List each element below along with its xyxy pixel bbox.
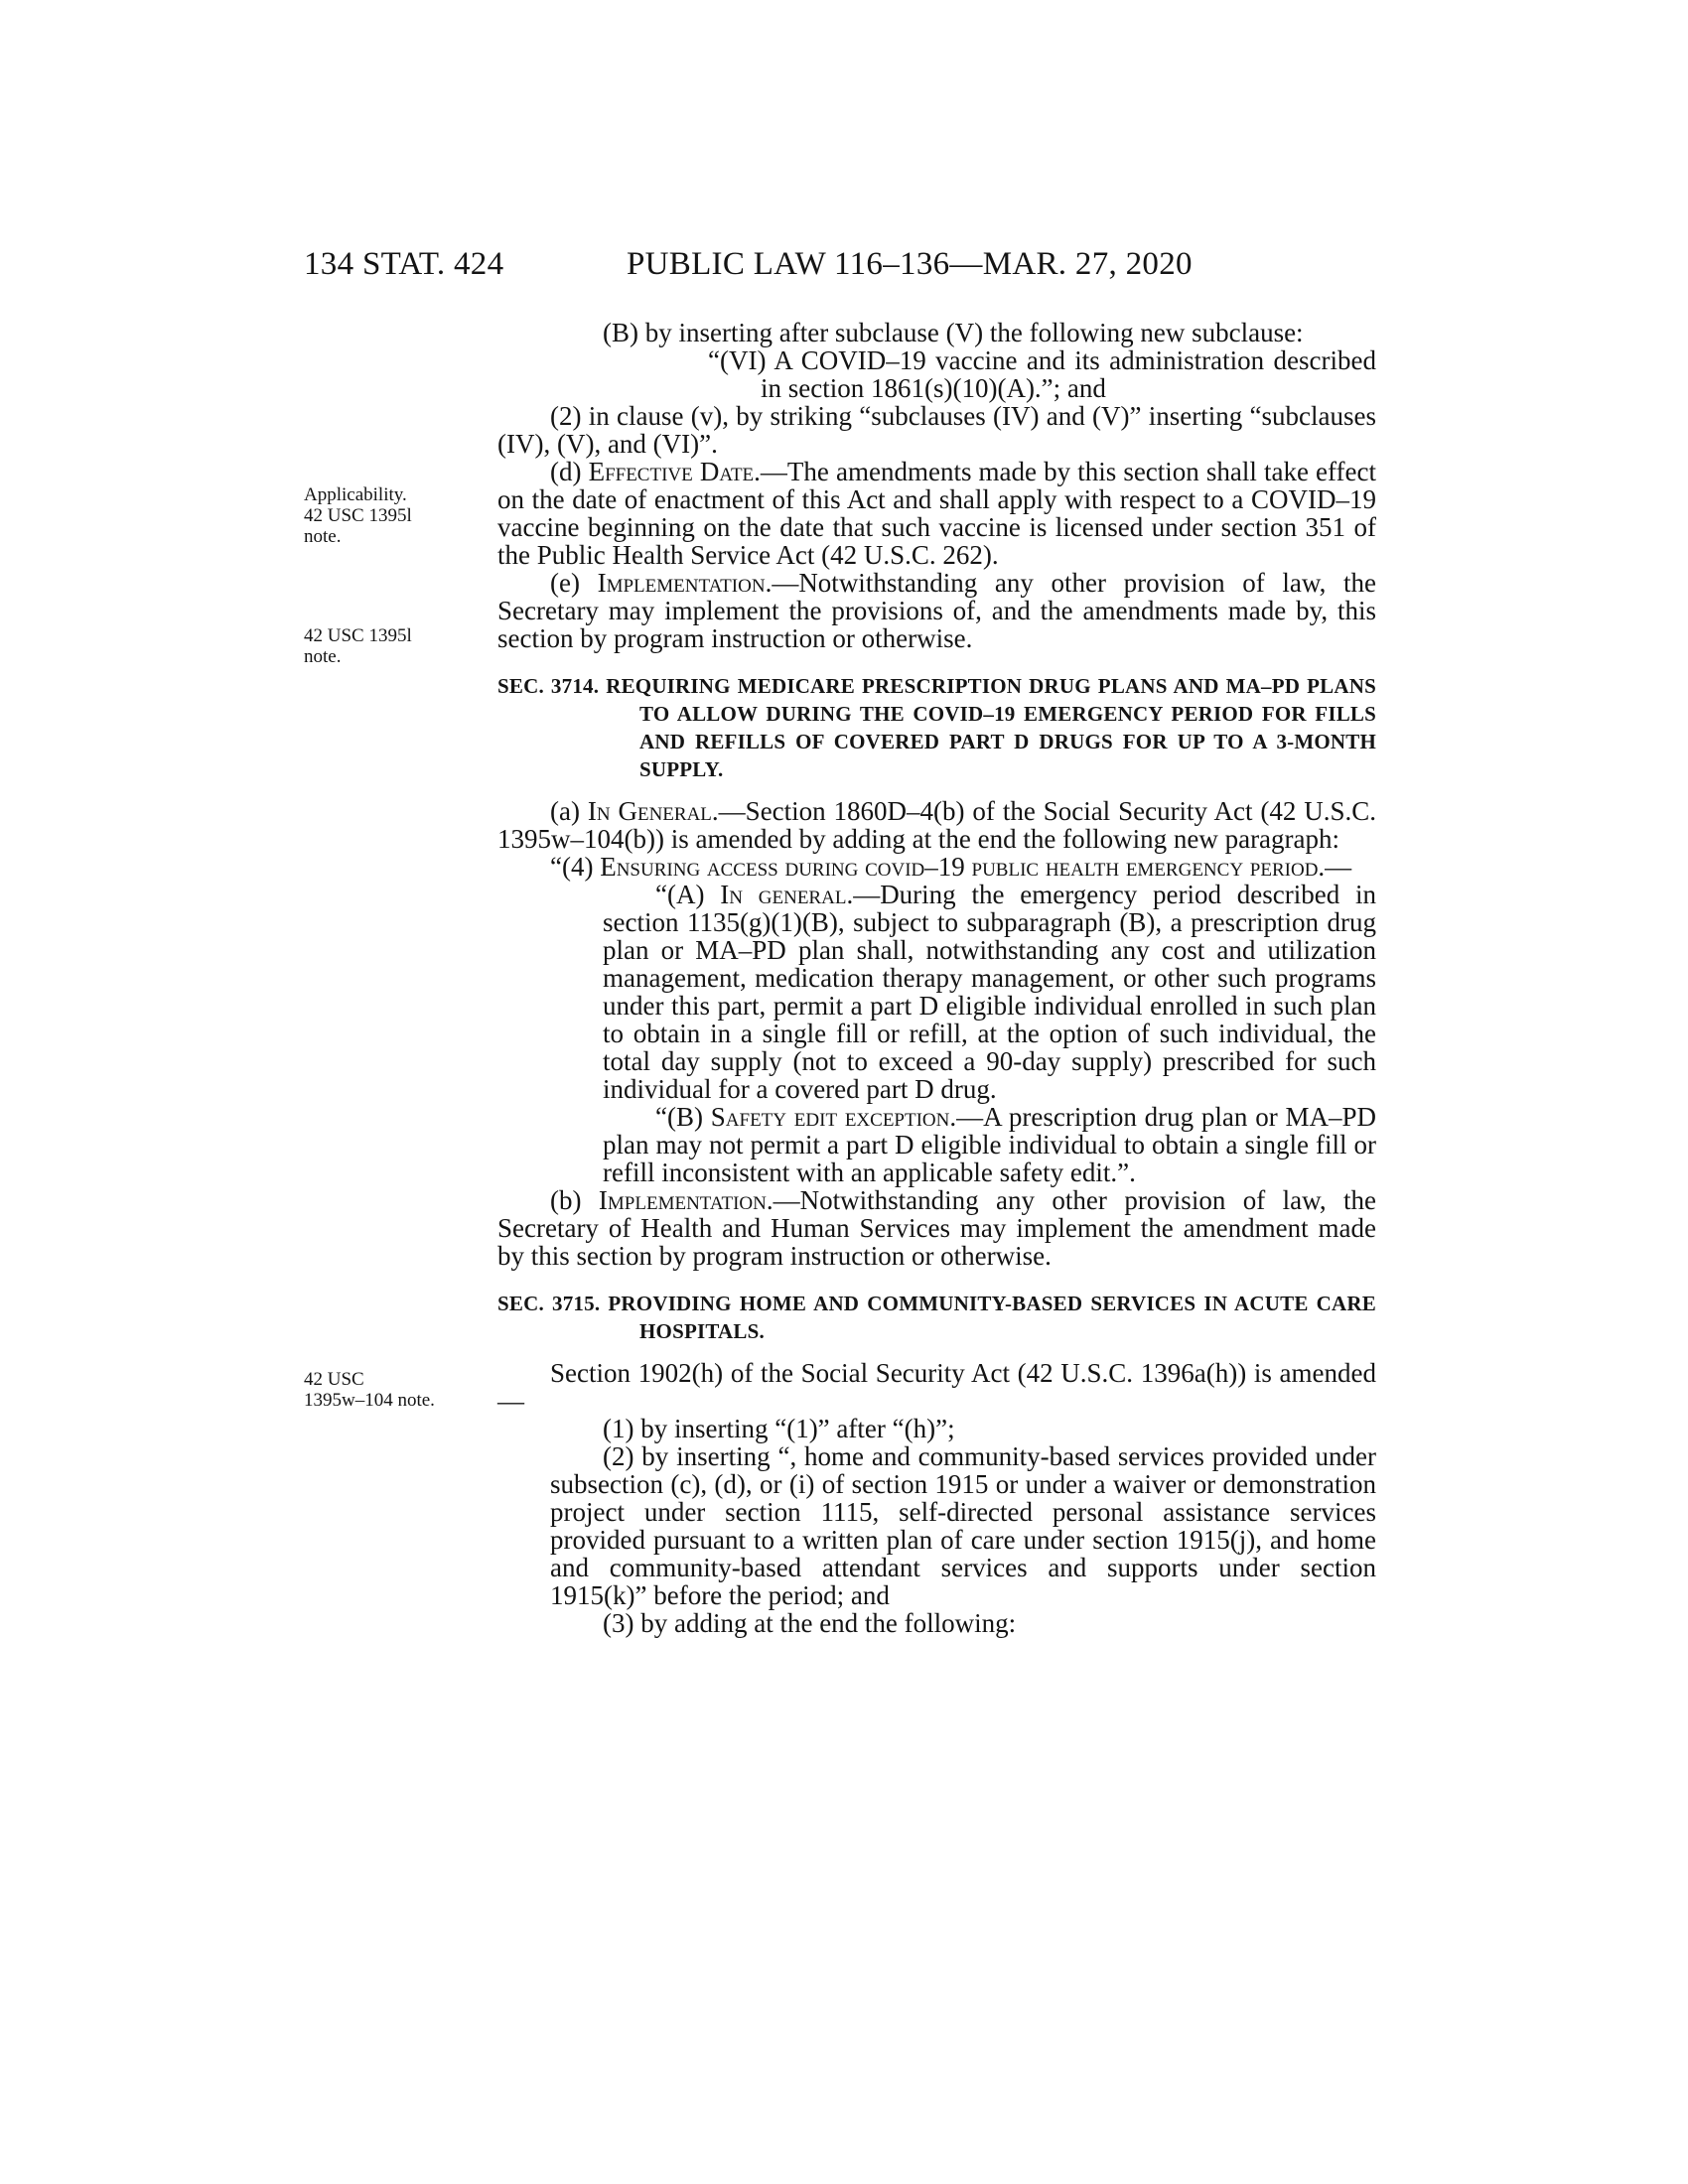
margin-note-line: 1395w–104 note. [304, 1390, 435, 1411]
subparagraph-B [550, 1103, 1376, 1186]
subparagraph-B-heading: Safety edit exception [710, 1102, 950, 1132]
subsection-e-label: (e) [550, 568, 598, 598]
margin-note-line: Applicability. [304, 484, 407, 505]
subsection-e-heading: Implementation [597, 568, 766, 598]
subsection-d-heading: Effective Date [588, 457, 755, 486]
paragraph-4-tail: .— [1318, 852, 1352, 882]
margin-note-line: 42 USC 1395l [304, 505, 412, 526]
subparagraph-A-text: .—During the emergency period described in section 1135(g)(1)(B), subject to subparagraph (B), a prescription drug plan or MA–PD plan shall, notwithstanding any cost and utilization management, medication therapy management, or other such programs under this part, permit a part D eligible individual enrolled in such plan to obtain in a single fill or refill, at the option of such individual, the total day supply (not to exceed a 90-day supply) prescribed for such individual for a covered part D drug. [603, 880, 1376, 1104]
subparagraph-A-heading: In general [720, 880, 847, 909]
section-3715-item-2: (2) by inserting “, home and community-based services provided under subsection (c), (d), or (i) of section 1915 or under a waiver or demonstration project under section 1115, self-directed personal assistance services provided pursuant to a written plan of care under section 1915(j), and home and community-based attendant services and supports under section 1915(k)” before the period; and [550, 1441, 1376, 1610]
paragraph-b-insert: (B) by inserting after subclause (V) the following new subclause: [603, 318, 1304, 347]
subsection-d-label: (d) [550, 457, 589, 486]
paragraph-4-heading: Ensuring access during covid–19 public health emergency period [600, 852, 1319, 882]
subsection-e-text: .—Notwithstanding any other provision of law, the Secretary may implement the provisions of, and the amendments made by, this section by program instruction or otherwise. [497, 568, 1376, 653]
margin-note-implementation-b [304, 1369, 435, 1411]
subsection-d [497, 458, 1376, 569]
margin-note-line: 42 USC 1395l [304, 625, 412, 646]
subparagraph-B-label: “(B) [655, 1102, 711, 1132]
subparagraph-B-text: .—A prescription drug plan or MA–PD plan may not permit a part D eligible individual to obtain a single fill or refill inconsistent with an applicable safety edit.”. [603, 1102, 1376, 1187]
page-title: PUBLIC LAW 116–136—MAR. 27, 2020 [627, 246, 1193, 282]
section-3715-item-3: (3) by adding at the end the following: [603, 1608, 1017, 1638]
margin-note-applicability [304, 484, 412, 547]
paragraph-4 [550, 853, 1376, 881]
section-3715-heading: SEC. 3715. PROVIDING HOME AND COMMUNITY-BASED SERVICES IN ACUTE CARE HOSPITALS. [497, 1292, 1376, 1343]
section-3714-b-heading: Implementation [598, 1185, 767, 1215]
section-3715-item-1: (1) by inserting “(1)” after “(h)”; [603, 1414, 955, 1443]
paragraph-clause-v: (2) in clause (v), by striking “subclauses (IV) and (V)” inserting “subclauses (IV), (V), and (VI)”. [497, 401, 1376, 459]
quoted-subclause-vi: “(VI) A COVID–19 vaccine and its administration described in section 1861(s)(10)(A).”; and [708, 345, 1376, 403]
page-stat-citation: 134 STAT. 424 [304, 246, 504, 282]
document-body [497, 319, 1376, 1637]
section-3714-a-text: .—Section 1860D–4(b) of the Social Security Act (42 U.S.C. 1395w–104(b)) is amended by adding at the end the following new paragraph: [497, 796, 1377, 854]
section-3714-b-text: .—Notwithstanding any other provision of law, the Secretary of Health and Human Services may implement the amendment made by this section by program instruction or otherwise. [497, 1185, 1377, 1271]
section-3714-b-label: (b) [550, 1185, 599, 1215]
section-3714-a [497, 797, 1376, 853]
subsection-e [497, 569, 1376, 652]
margin-note-line: 42 USC [304, 1369, 364, 1390]
paragraph-4-label: “(4) [550, 852, 601, 882]
subparagraph-A [550, 881, 1376, 1103]
section-3714-a-label: (a) [550, 796, 588, 826]
section-3714-a-heading: In General [587, 796, 712, 826]
subsection-d-text: .—The amendments made by this section shall take effect on the date of enactment of this Act and shall apply with respect to a COVID–19 vaccine beginning on the date that such vaccine is licensed under section 351 of the Public Health Service Act (42 U.S.C. 262). [497, 457, 1376, 570]
section-3715-intro: Section 1902(h) of the Social Security Act (42 U.S.C. 1396a(h)) is amended— [497, 1358, 1376, 1416]
section-3714-heading: SEC. 3714. REQUIRING MEDICARE PRESCRIPTION DRUG PLANS AND MA–PD PLANS TO ALLOW DURING THE COVID–19 EMERGENCY PERIOD FOR FILLS AND REFILLS OF COVERED PART D DRUGS FOR UP TO A 3-MONTH SUPPLY. [497, 674, 1376, 781]
margin-note-line: note. [304, 526, 342, 547]
margin-note-implementation-e [304, 625, 412, 667]
subparagraph-A-label: “(A) [655, 880, 721, 909]
section-3714-b [497, 1186, 1376, 1270]
margin-note-line: note. [304, 646, 342, 667]
